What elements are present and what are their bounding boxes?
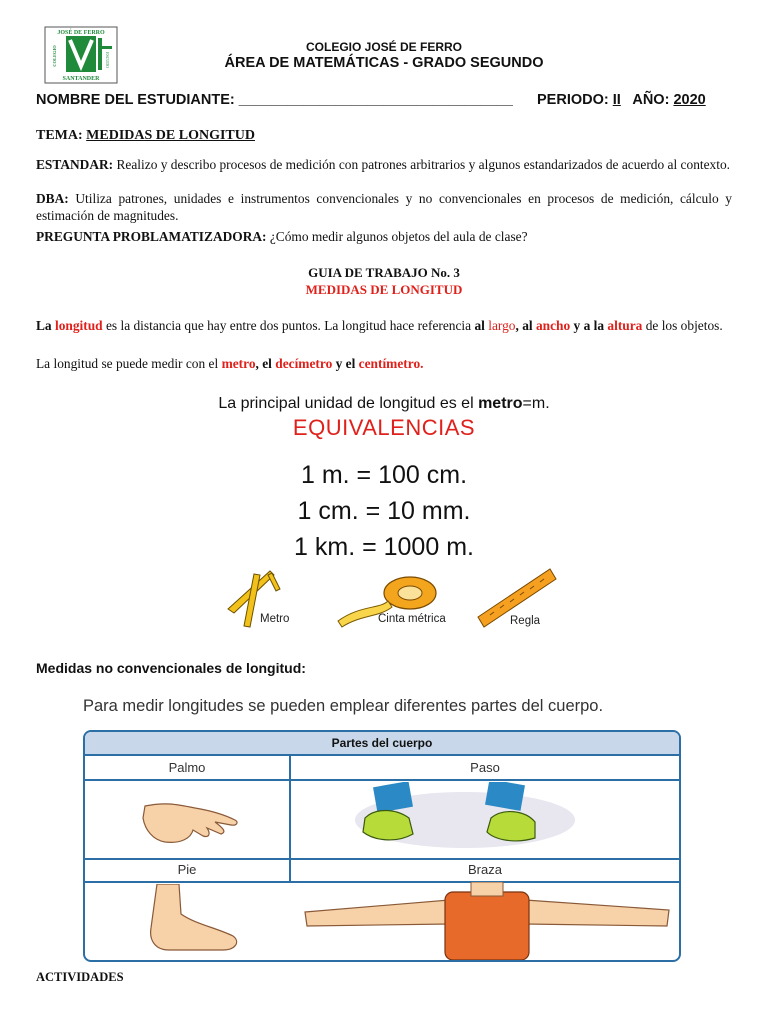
longitud-definition: [36, 317, 732, 335]
student-label: NOMBRE DEL ESTUDIANTE:: [36, 92, 235, 108]
guide-subtitle: MEDIDAS DE LONGITUD: [305, 282, 463, 297]
cell-palmo: Palmo: [168, 760, 206, 775]
longitud-units-line: [36, 356, 732, 373]
cell-braza: Braza: [468, 862, 502, 877]
equivalence-km-m: 1 km. = 1000 m.: [294, 533, 474, 561]
def-altura: altura: [607, 318, 643, 333]
arms-spread-icon: [295, 882, 679, 960]
pregunta-text: ¿Cómo medir algunos objetos del aula de clase?: [266, 229, 528, 244]
steps-icon: [335, 782, 635, 858]
tema-line: [36, 128, 732, 145]
hand-palm-icon: [135, 784, 245, 854]
pregunta-label: PREGUNTA PROBLAMATIZADORA:: [36, 229, 267, 244]
student-name-blank[interactable]: __________________________________: [238, 92, 513, 108]
foot-icon: [135, 884, 245, 956]
equivalence-m-cm: 1 m. = 100 cm.: [300, 461, 468, 489]
def-end: de los objetos.: [642, 318, 723, 333]
activities-heading: ACTIVIDADES: [36, 970, 124, 984]
school-name: COLEGIO JOSÉ DE FERRO: [305, 40, 463, 54]
def-al2: , al: [515, 318, 536, 333]
logo-text-bottom: SANTANDER: [62, 76, 100, 82]
units-decimetro: decímetro: [275, 356, 333, 371]
estandar-paragraph: [36, 157, 732, 174]
logo-text-top: JOSÉ DE FERRO: [57, 30, 105, 36]
dba-paragraph: [36, 191, 732, 224]
def-ancho: ancho: [535, 318, 571, 333]
unit-line-symbol: =m.: [522, 395, 550, 412]
equivalence-cm-mm: 1 cm. = 10 mm.: [297, 497, 471, 525]
tools-illustration: [220, 565, 560, 635]
measuring-tools: [220, 565, 560, 635]
period-value: II: [612, 92, 621, 108]
principal-unit-line: [0, 395, 768, 413]
non-conventional-intro: Para medir longitudes se pueden emplear diferentes partes del cuerpo.: [83, 697, 604, 715]
def-al: al: [474, 318, 489, 333]
dba-text: Utiliza patrones, unidades e instrumentos convencionales y no convencionales en procesos de medición, cálculo y estimación de magnitudes.: [36, 191, 732, 223]
non-conventional-title: Medidas no convencionales de longitud:: [36, 660, 306, 676]
units-el: , el: [255, 356, 276, 371]
cell-pie: Pie: [177, 862, 197, 877]
guide-title: GUIA DE TRABAJO No. 3: [308, 265, 460, 280]
body-parts-table: [83, 730, 681, 962]
def-la: La: [36, 318, 55, 333]
units-yel: y el: [332, 356, 359, 371]
units-text: La longitud se puede medir con el: [36, 356, 222, 371]
logo-text-left: COLEGIO: [52, 45, 57, 67]
unit-line-metro: metro: [478, 395, 523, 412]
unit-line-text: La principal unidad de longitud es el: [218, 395, 479, 412]
period-label: PERIODO:: [537, 92, 609, 108]
year-label: AÑO:: [632, 92, 670, 108]
tema-label: TEMA:: [36, 128, 83, 143]
def-largo: largo: [488, 318, 516, 333]
logo-text-right: ESCUDO: [105, 51, 110, 69]
subject-area: ÁREA DE MATEMÁTICAS - GRADO SEGUNDO: [224, 55, 544, 71]
pregunta-paragraph: [36, 229, 732, 246]
tool-regla-label: Regla: [510, 615, 541, 627]
equivalences-title: EQUIVALENCIAS: [292, 415, 476, 440]
dba-label: DBA:: [36, 191, 69, 206]
estandar-text: Realizo y describo procesos de medición con patrones arbitrarios y algunos estandarizados de acuerdo al contexto.: [113, 157, 731, 172]
def-ya: y a la: [570, 318, 608, 333]
tool-cinta-label: Cinta métrica: [378, 613, 446, 625]
tool-metro-label: Metro: [260, 613, 290, 625]
table-title: Partes del cuerpo: [85, 732, 679, 756]
cell-paso: Paso: [470, 760, 500, 775]
def-longitud: longitud: [54, 318, 103, 333]
tema-value: MEDIDAS DE LONGITUD: [86, 128, 255, 143]
units-centimetro: centímetro: [358, 356, 421, 371]
units-metro: metro: [221, 356, 256, 371]
units-dot: .: [420, 356, 424, 371]
student-row: [36, 92, 726, 108]
year-value: 2020: [673, 92, 706, 108]
estandar-label: ESTANDAR:: [36, 157, 114, 172]
def-text: es la distancia que hay entre dos puntos. La longitud hace referencia: [102, 318, 475, 333]
